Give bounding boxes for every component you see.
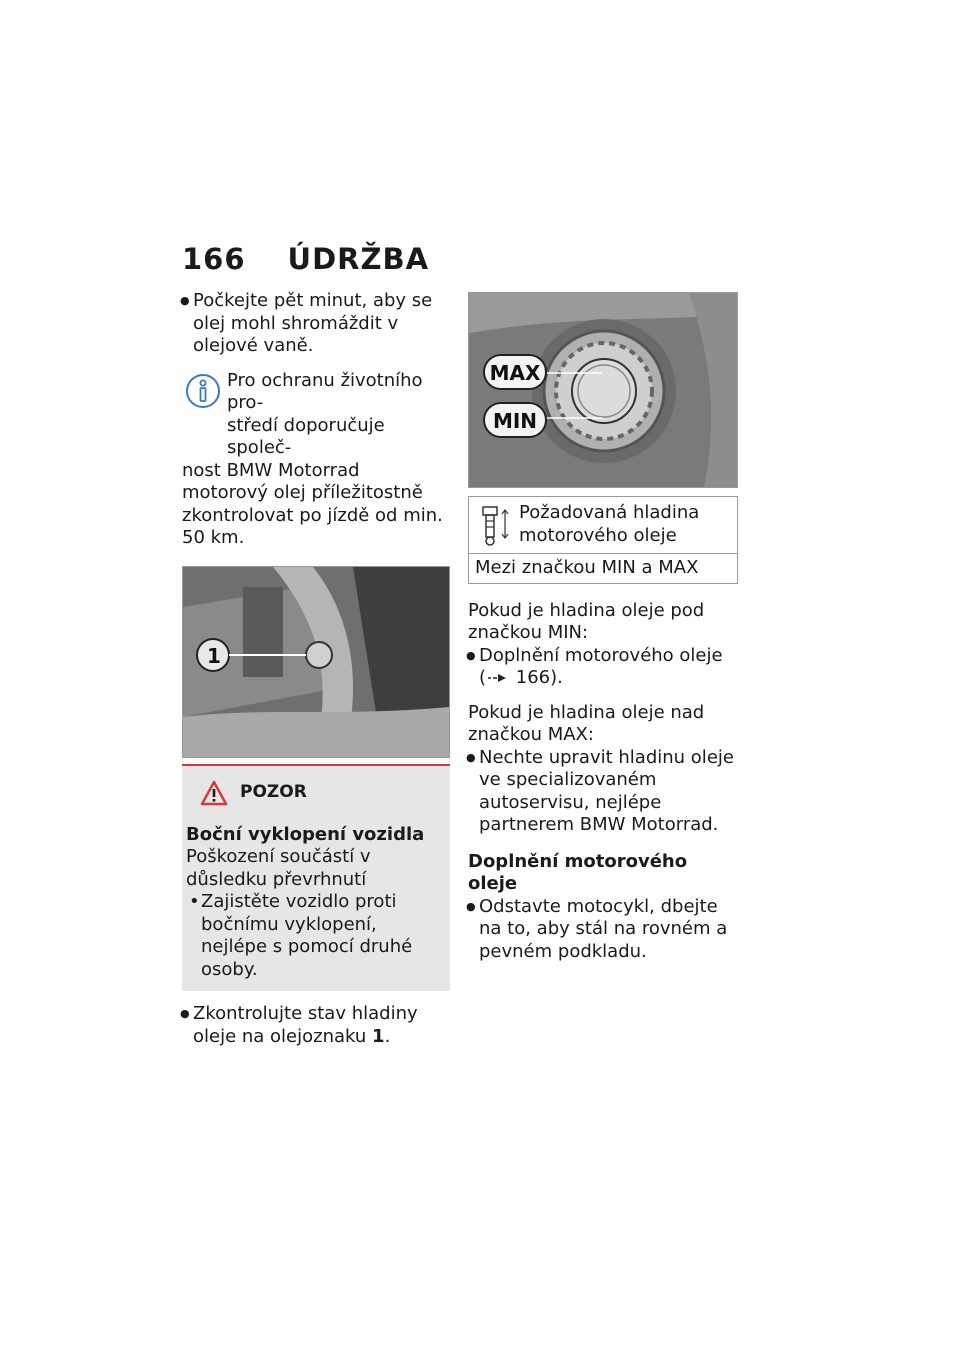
info-text-line1: Pro ochranu životního pro- [227,369,423,413]
oil-gauge-location-photo [182,566,450,758]
page-number: 166 [182,242,246,276]
max-label: MAX [489,361,541,385]
info-text-rest: nost BMW Motorrad motorový olej příležitostně zkontrolovat po jízdě od min. 50 km. [182,459,443,548]
warning-title: POZOR [240,782,307,803]
warning-text: Poškození součástí v důsledku převrhnutí [186,846,371,890]
callout-1: 1 [207,643,221,668]
bullet-check-end: . [384,1025,391,1047]
page-header [182,242,429,276]
bullet-topup [468,645,738,690]
spec-header [469,497,737,554]
bullet-check [182,1003,450,1048]
info-note [182,370,450,550]
bullet-park [468,896,738,964]
spec-table [468,496,738,584]
section-title: ÚDRŽBA [287,242,430,276]
oil-level-window-photo [468,292,738,488]
bullet-service-text: ● Nechte upravit hladinu oleje ve specializovaném autoservisu, nejlépe partnerem BMW Motorrad. [479,746,734,835]
spec-value: Mezi značkou MIN a MAX [475,557,699,578]
warning-triangle-icon [200,780,228,806]
warning-box [182,764,450,992]
warning-item: • Zajistěte vozidlo proti bočnímu vyklopení, nejlépe s pomocí druhé osoby. [186,891,446,981]
bullet-check-text: Zkontrolujte stav hladiny oleje na olejoznaku [193,1003,418,1047]
heading-topup: Doplnění motorového oleje [468,850,688,894]
para-above-max: Pokud je hladina oleje nad značkou MAX: [468,701,705,745]
oil-level-icon [481,505,515,547]
min-label: MIN [492,409,538,433]
warning-header [200,780,446,806]
bullet-topup-ref: 166). [515,667,563,688]
para-below-min: Pokud je hladina oleje pod značkou MIN: [468,599,705,643]
warning-subtitle: Boční vyklopení vozidla [186,823,425,845]
bullet-wait-text: ● Počkejte pět minut, aby se olej mohl shromáždit v olejové vaně. [193,290,433,356]
page-reference-arrow-icon [486,672,510,684]
bullet-wait [182,290,450,358]
spec-label: Požadovaná hladina motorového oleje [519,502,700,546]
bullet-topup-text: ● Doplnění motorového oleje [479,644,723,666]
bullet-park-text: ● Odstavte motocykl, dbejte na to, aby stál na rovném a pevném podkladu. [479,895,728,962]
bullet-topup-ref-open: ( [479,667,487,688]
bullet-check-ref: 1 [372,1025,385,1047]
left-column [182,290,450,1060]
info-text-line2: středí doporučuje společ- [227,414,385,458]
bullet-service [468,747,738,837]
info-icon [184,372,222,410]
right-column [468,292,738,975]
